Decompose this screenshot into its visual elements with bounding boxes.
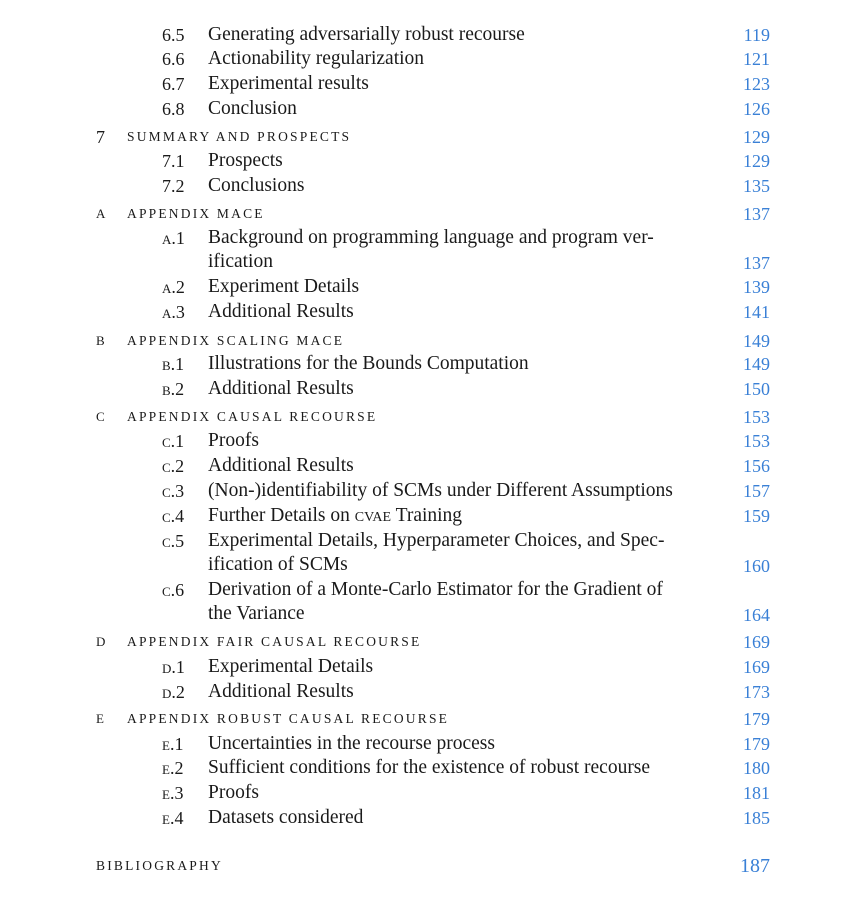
entry-number: c.1 [162,431,185,451]
page-number-link[interactable]: 173 [743,682,770,702]
page-number-link[interactable]: 164 [743,605,770,625]
toc-section-entry[interactable] [0,756,848,780]
entry-number: A [96,206,107,221]
page-number-link[interactable]: 160 [743,556,770,576]
page-number-link[interactable]: 153 [743,407,770,427]
entry-title: BIBLIOGRAPHY [96,858,223,873]
entry-title: Additional Results [208,681,354,702]
entry-number: c.6 [162,580,185,600]
entry-title-continued: ification of SCMs [208,554,348,575]
page-number-link[interactable]: 135 [743,176,770,196]
page-number-link[interactable]: 180 [743,758,770,778]
toc-chapter-entry[interactable] [0,630,848,654]
page-number-link[interactable]: 187 [740,855,770,877]
entry-number: c.2 [162,456,185,476]
entry-number: 7.2 [162,176,185,196]
entry-title: Conclusions [208,175,305,196]
toc-section-entry[interactable] [0,529,848,576]
toc-section-entry[interactable] [0,377,848,401]
entry-title-continued: ification [208,251,273,272]
toc-section-entry[interactable] [0,300,848,324]
entry-title: Sufficient conditions for the existence of robust recourse [208,757,651,778]
entry-title: Additional Results [208,301,354,322]
page-number-link[interactable]: 169 [743,632,770,652]
entry-number: b.2 [162,379,185,399]
entry-number: 7 [96,127,105,147]
entry-title: Proofs [208,430,259,451]
entry-number: c.3 [162,481,185,501]
entry-title: Experiment Details [208,276,360,297]
page-number-link[interactable]: 149 [743,354,770,374]
entry-number: a.3 [162,302,185,322]
page-number-link[interactable]: 129 [743,151,770,171]
toc-section-entry[interactable] [0,578,848,625]
entry-title: Illustrations for the Bounds Computation [208,353,529,374]
page-number-link[interactable]: 137 [743,253,770,273]
page-number-link[interactable]: 150 [743,379,770,399]
page-number-link[interactable]: 153 [743,431,770,451]
entry-number: c.5 [162,531,185,551]
toc-section-entry[interactable] [0,174,848,198]
entry-title: Conclusion [208,98,297,119]
page-number-link[interactable]: 185 [743,808,770,828]
entry-number: 6.8 [162,99,185,119]
toc-chapter-entry[interactable] [0,329,848,353]
entry-number: a.1 [162,228,185,248]
entry-title: Additional Results [208,455,354,476]
toc-section-entry[interactable] [0,47,848,71]
toc-section-entry[interactable] [0,806,848,830]
toc-bibliography-entry[interactable] [0,854,848,878]
entry-title: APPENDIX ROBUST CAUSAL RECOURSE [127,711,450,726]
entry-title: Prospects [208,150,283,171]
toc-section-entry[interactable] [0,655,848,679]
page-number-link[interactable]: 159 [743,506,770,526]
entry-title: Further Details on cvae Training [208,505,463,526]
entry-number: b.1 [162,354,185,374]
entry-title: Background on programming language and program ver- [208,227,654,248]
toc-section-entry[interactable] [0,504,848,528]
toc-section-entry[interactable] [0,149,848,173]
page-number-link[interactable]: 141 [743,302,770,322]
page-number-link[interactable]: 169 [743,657,770,677]
entry-title: Uncertainties in the recourse process [208,733,495,754]
toc-section-entry[interactable] [0,781,848,805]
entry-title: Experimental Details, Hyperparameter Choices, and Spec- [208,530,665,551]
entry-number: E [96,711,105,726]
toc-section-entry[interactable] [0,732,848,756]
page-number-link[interactable]: 179 [743,709,770,729]
entry-number: C [96,409,106,424]
entry-title: APPENDIX FAIR CAUSAL RECOURSE [127,634,422,649]
entry-title-continued: the Variance [208,603,305,624]
entry-title: Actionability regularization [208,48,425,69]
toc-chapter-entry[interactable] [0,707,848,731]
entry-number: c.4 [162,506,185,526]
entry-number: B [96,333,106,348]
page-number-link[interactable]: 137 [743,204,770,224]
toc-section-entry[interactable] [0,23,848,47]
page-number-link[interactable]: 157 [743,481,770,501]
page-number-link[interactable]: 119 [743,25,770,45]
toc-chapter-entry[interactable] [0,125,848,149]
page-number-link[interactable]: 121 [743,49,770,69]
entry-title: APPENDIX CAUSAL RECOURSE [127,409,378,424]
toc-section-entry[interactable] [0,454,848,478]
entry-number: e.3 [162,783,184,803]
entry-title: Generating adversarially robust recourse [208,24,525,45]
toc-chapter-entry[interactable] [0,202,848,226]
page-number-link[interactable]: 129 [743,127,770,147]
acronym: cvae [354,505,392,526]
toc-section-entry[interactable] [0,72,848,96]
entry-number: d.1 [162,657,185,677]
entry-title: Experimental results [208,73,369,94]
page-number-link[interactable]: 139 [743,277,770,297]
entry-number: d.2 [162,682,185,702]
toc-chapter-entry[interactable] [0,405,848,429]
page-number-link[interactable]: 181 [743,783,770,803]
entry-title: Derivation of a Monte-Carlo Estimator for the Gradient of [208,579,663,600]
toc-section-entry[interactable] [0,352,848,376]
entry-title: SUMMARY AND PROSPECTS [127,129,352,144]
page-number-link[interactable]: 156 [743,456,770,476]
toc-section-entry[interactable] [0,479,848,503]
entry-title: Experimental Details [208,656,374,677]
entry-number: 7.1 [162,151,185,171]
toc-section-entry[interactable] [0,429,848,453]
page-number-link[interactable]: 149 [743,331,770,351]
entry-title: Datasets considered [208,807,364,828]
entry-title: Proofs [208,782,259,803]
entry-number: D [96,634,107,649]
entry-title: APPENDIX MACE [127,206,265,221]
entry-title: Additional Results [208,378,354,399]
entry-number: 6.6 [162,49,185,69]
toc-section-entry[interactable] [0,97,848,121]
toc-section-entry[interactable] [0,226,848,273]
page-number-link[interactable]: 179 [743,734,770,754]
entry-number: 6.7 [162,74,185,94]
page-number-link[interactable]: 123 [743,74,770,94]
entry-number: e.4 [162,808,184,828]
entry-number: e.1 [162,734,184,754]
entry-title: (Non-)identifiability of SCMs under Different Assumptions [208,480,673,501]
entry-title: APPENDIX SCALING MACE [127,333,345,348]
entry-number: a.2 [162,277,185,297]
toc-section-entry[interactable] [0,680,848,704]
toc-section-entry[interactable] [0,275,848,299]
entry-number: e.2 [162,758,184,778]
entry-number: 6.5 [162,25,185,45]
page-number-link[interactable]: 126 [743,99,770,119]
